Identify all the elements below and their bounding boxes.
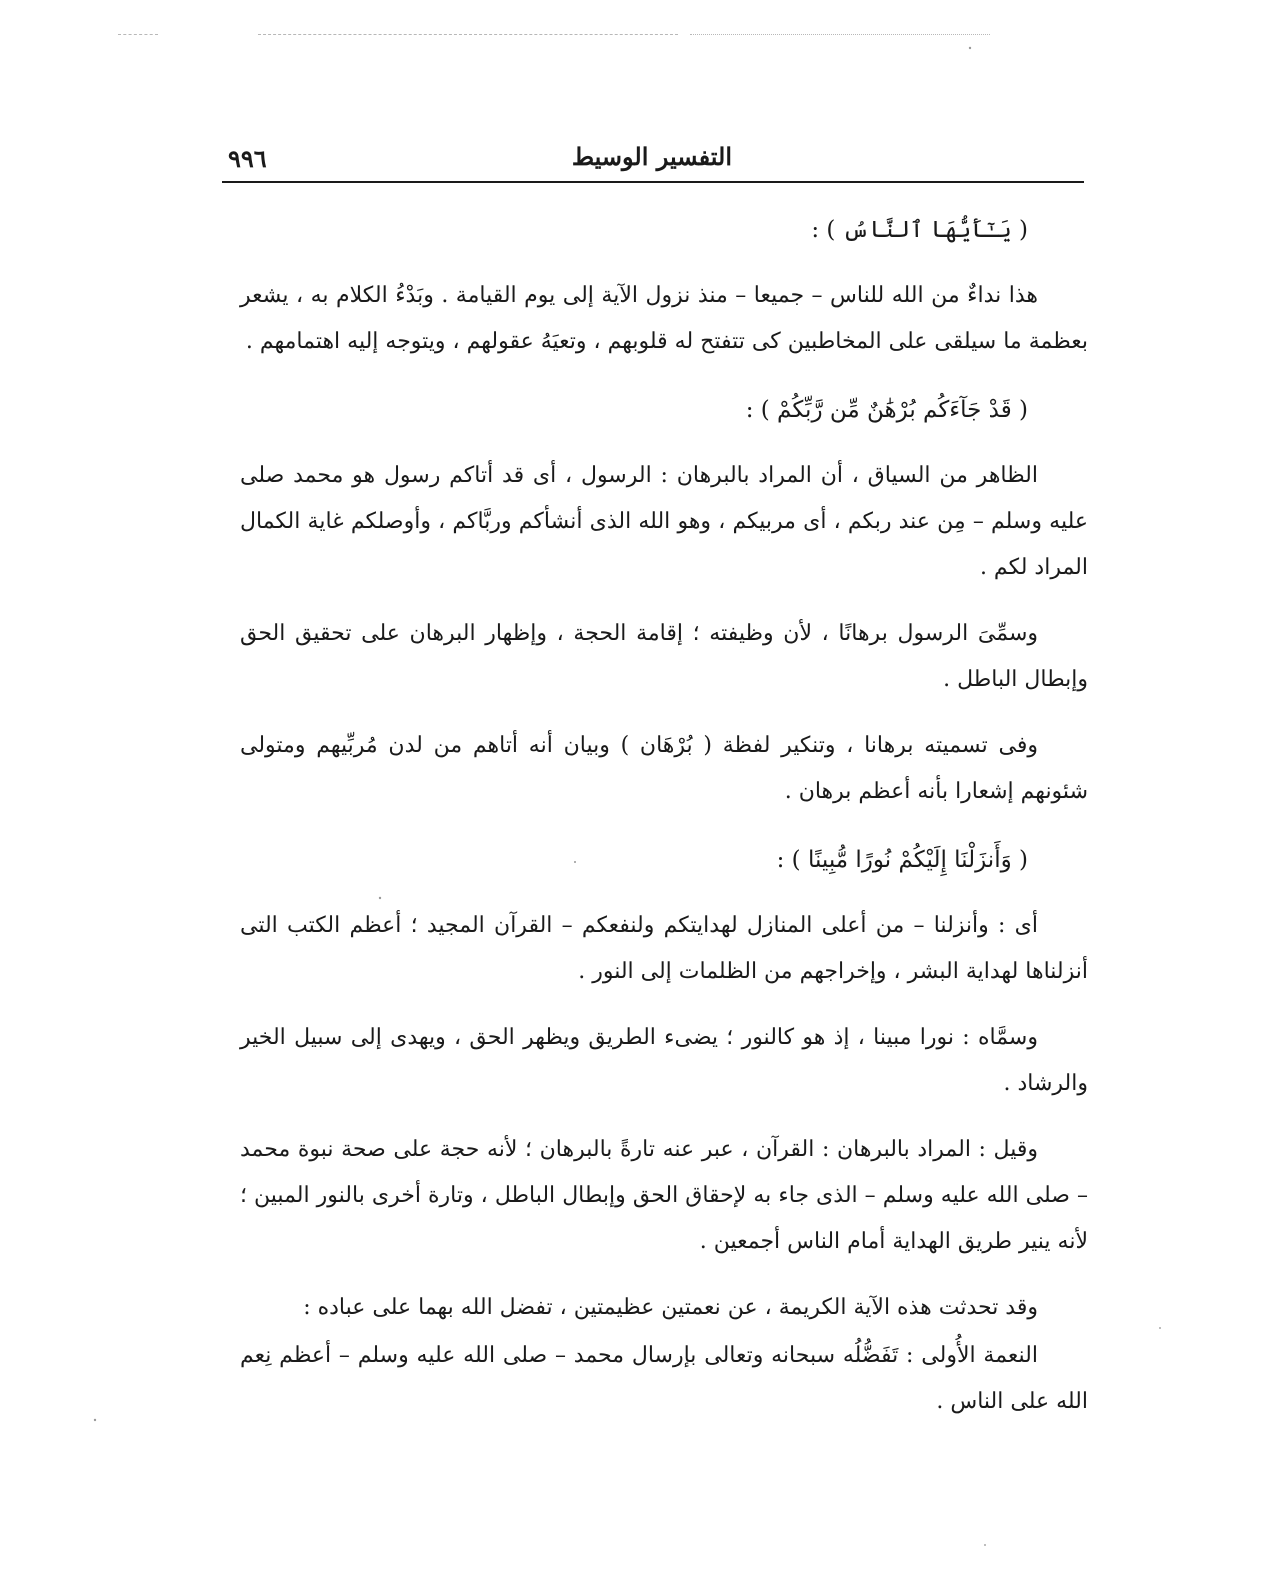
paragraph: وفى تسميته برهانا ، وتنكير لفظة ( بُرْهَان ) وبيان أنه أتاهم من لدن مُربِّيهم ومتولى شئونهم إشعارا بأنه أعظم برهان . xyxy=(240,733,1088,804)
paragraph: وقيل : المراد بالبرهان : القرآن ، عبر عنه تارةً بالبرهان ؛ لأنه حجة على صحة نبوة محمد – صلى الله عليه وسلم – الذى جاء به لإحقاق الحق وإبطال الباطل ، وتارة أخرى بالنور المبين ؛ لأنه ينير طريق الهداية أمام الناس أجمعين . xyxy=(240,1137,1088,1254)
verse-heading: ( وَأَنزَلْنَا إِلَيْكُمْ نُورًا مُّبِينًا ) : xyxy=(776,847,1028,873)
verse-heading: ( قَدْ جَآءَكُم بُرْهَٰنٌ مِّن رَّبِّكُمْ ) : xyxy=(745,397,1028,423)
verse-heading: ( يَـٰٓأَيُّهَا ٱلنَّاسُ ) : xyxy=(811,217,1028,243)
page-number: ٩٩٦ xyxy=(228,144,267,173)
paragraph: أى : وأنزلنا – من أعلى المنازل لهدايتكم ولنفعكم – القرآن المجيد ؛ أعظم الكتب التى أنزلناها لهداية البشر ، وإخراجهم من الظلمات إلى النور . xyxy=(240,913,1088,984)
paragraph: هذا نداءٌ من الله للناس – جميعا – منذ نزول الآية إلى يوم القيامة . وبَدْءُ الكلام به ، يشعر بعظمة ما سيلقى على المخاطبين كى تتفتح له قلوبهم ، وتعيَهُ عقولهم ، ويتوجه إليه اهتمامهم . xyxy=(240,283,1088,354)
paragraph: النعمة الأُولى : تَفَضُّلُه سبحانه وتعالى بإرسال محمد – صلى الله عليه وسلم – أعظم نِعم الله على الناس . xyxy=(240,1343,1088,1414)
running-title: التفسير الوسيط xyxy=(571,142,732,171)
paragraph: الظاهر من السياق ، أن المراد بالبرهان : الرسول ، أى قد أتاكم رسول هو محمد صلى عليه وسلم – مِن عند ربكم ، أى مربيكم ، وهو الله الذى أنشأكم وربَّاكم ، وأوصلكم غاية الكمال المراد لكم . xyxy=(240,463,1088,580)
paragraph: وقد تحدثت هذه الآية الكريمة ، عن نعمتين عظيمتين ، تفضل الله بهما على عباده : xyxy=(303,1295,1038,1320)
paragraph: وسمَّاه : نورا مبينا ، إذ هو كالنور ؛ يضىء الطريق ويظهر الحق ، ويهدى إلى سبيل الخير والرشاد . xyxy=(240,1025,1088,1096)
paragraph: وسمِّىَ الرسول برهانًا ، لأن وظيفته ؛ إقامة الحجة ، وإظهار البرهان على تحقيق الحق وإبطال الباطل . xyxy=(240,621,1088,692)
